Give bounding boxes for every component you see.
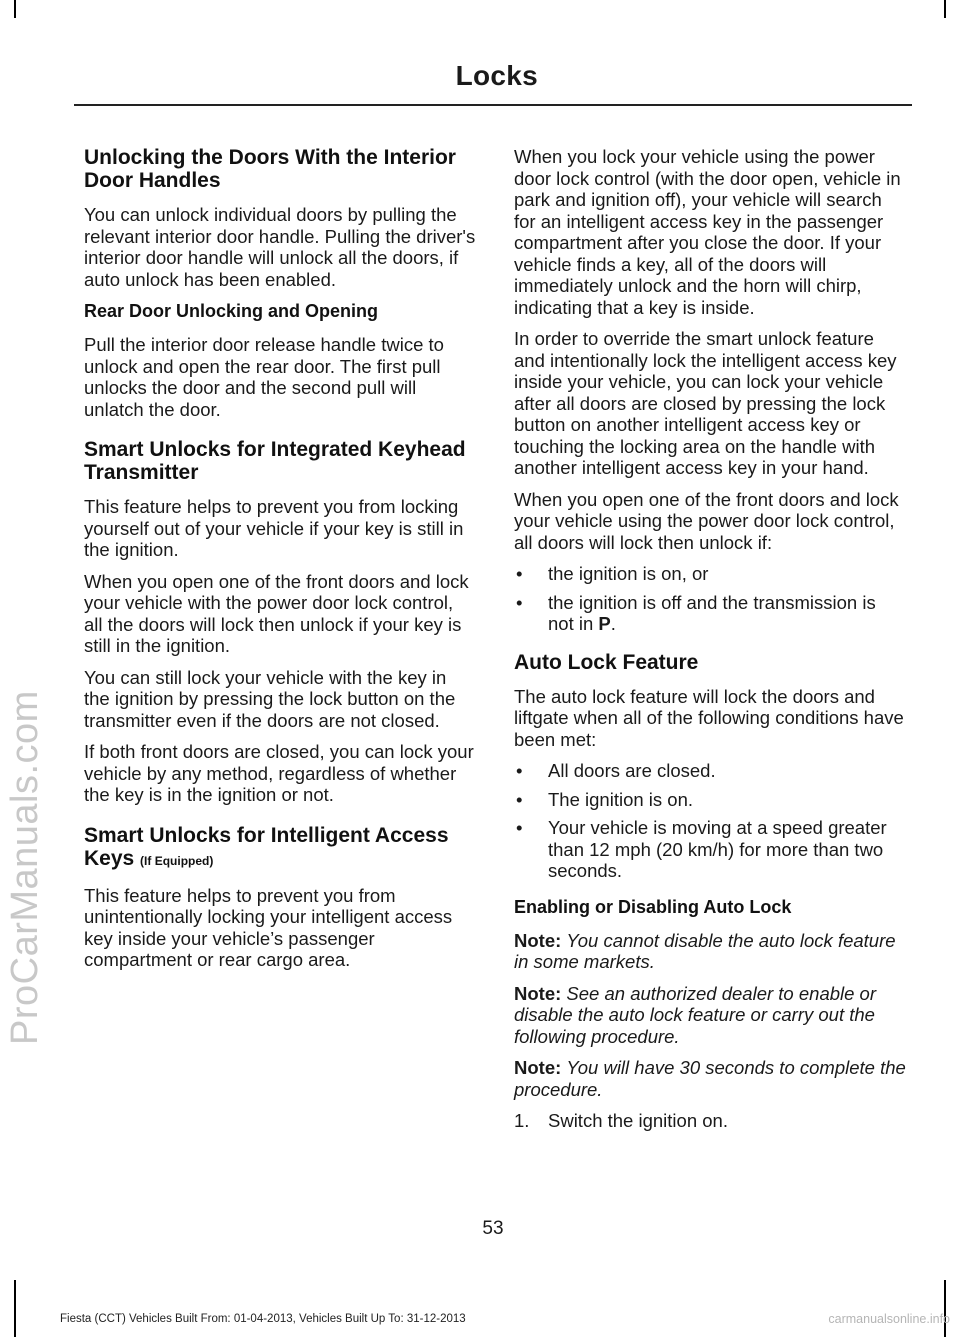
paragraph: You can unlock individual doors by pulling the relevant interior door handle. Pulling the driver's interior door handle will unlock all the doors, if auto unlock has been enabled. (84, 204, 476, 290)
crop-mark (14, 1280, 16, 1337)
bullet-list (514, 760, 906, 882)
crop-mark (944, 0, 946, 18)
paragraph: When you open one of the front doors and lock your vehicle with the power door lock control, all the doors will lock then unlock if your key is still in the ignition. (84, 570, 469, 656)
note: Note: You will have 30 seconds to complete the procedure. (514, 1057, 906, 1100)
paragraph: This feature helps to prevent you from locking yourself out of your vehicle if your key is still in the ignition. (84, 496, 464, 560)
page-number: 53 (482, 1218, 504, 1239)
paragraph: When you lock your vehicle using the power door lock control (with the door open, vehicle in park and ignition off), your vehicle will search for an intelligent access key in the passenger compartment after you close the door. If your vehicle finds a key, all of the doors will immediately unlock and the horn will chirp, indicating that a key is inside. (514, 146, 901, 318)
section-heading-interior-door-handles: Unlocking the Doors With the Interior Door Handles (84, 146, 456, 192)
gear-p: P (598, 613, 611, 634)
crop-mark (944, 1280, 946, 1337)
list-item: • the ignition is off and the transmission is not in P. (516, 591, 876, 634)
footer-text: Fiesta (CCT) Vehicles Built From: 01-04-2013, Vehicles Built Up To: 31-12-2013 (60, 1313, 466, 1325)
paragraph: Pull the interior door release handle twice to unlock and open the rear door. The first pull unlocks the door and the second pull will unlatch the door. (84, 334, 444, 420)
paragraph: If both front doors are closed, you can lock your vehicle by any method, regardless of whether the key is in the ignition or not. (84, 741, 474, 805)
subheading-rear-door: Rear Door Unlocking and Opening (84, 301, 379, 321)
section-heading-smart-unlocks-keyhead: Smart Unlocks for Integrated Keyhead Transmitter (84, 438, 466, 484)
left-column (84, 146, 476, 981)
list-item: • All doors are closed. (516, 760, 716, 781)
paragraph: This feature helps to prevent you from unintentionally locking your intelligent access key inside your vehicle’s passenger compartment or rear cargo area. (84, 884, 453, 970)
step-list (514, 1110, 906, 1132)
paragraph: In order to override the smart unlock feature and intentionally lock the intelligent access key inside your vehicle, you can lock your vehicle after all doors are closed by pressing the lock button on another intelligent access key or touching the locking area on the handle with another intelligent access key in your hand. (514, 328, 897, 478)
right-column (514, 146, 906, 1132)
brand-watermark: carmanualsonline.info (828, 1312, 950, 1326)
header-divider (74, 104, 912, 106)
list-item: • Your vehicle is moving at a speed greater than 12 mph (20 km/h) for more than two seconds. (516, 817, 887, 881)
note: Note: You cannot disable the auto lock feature in some markets. (514, 929, 896, 972)
watermark: ProCarManuals.com (4, 690, 46, 1045)
paragraph: The auto lock feature will lock the doors and liftgate when all of the following conditions have been met: (514, 685, 904, 750)
paragraph: When you open one of the front doors and lock your vehicle using the power door lock control, all doors will lock then unlock if: (514, 488, 899, 553)
section-heading-auto-lock: Auto Lock Feature (514, 650, 699, 674)
bullet-list (514, 563, 906, 635)
if-equipped-tag: (If Equipped) (140, 853, 214, 868)
paragraph: You can still lock your vehicle with the key in the ignition by pressing the lock button on the transmitter even if the doors are not closed. (84, 666, 456, 731)
page-title: Locks (455, 60, 538, 91)
list-item: • the ignition is on, or (516, 563, 709, 584)
step-item: 1. Switch the ignition on. (514, 1110, 728, 1131)
heading-text: Smart Unlocks for Intelligent Access Keys (84, 823, 449, 870)
subheading-enabling-auto-lock: Enabling or Disabling Auto Lock (514, 896, 792, 917)
crop-mark (14, 0, 16, 18)
list-item: • The ignition is on. (516, 788, 694, 810)
section-heading-smart-unlocks-intelligent (84, 824, 476, 873)
note: Note: See an authorized dealer to enable or disable the auto lock feature or carry out the following procedure. (514, 982, 877, 1047)
